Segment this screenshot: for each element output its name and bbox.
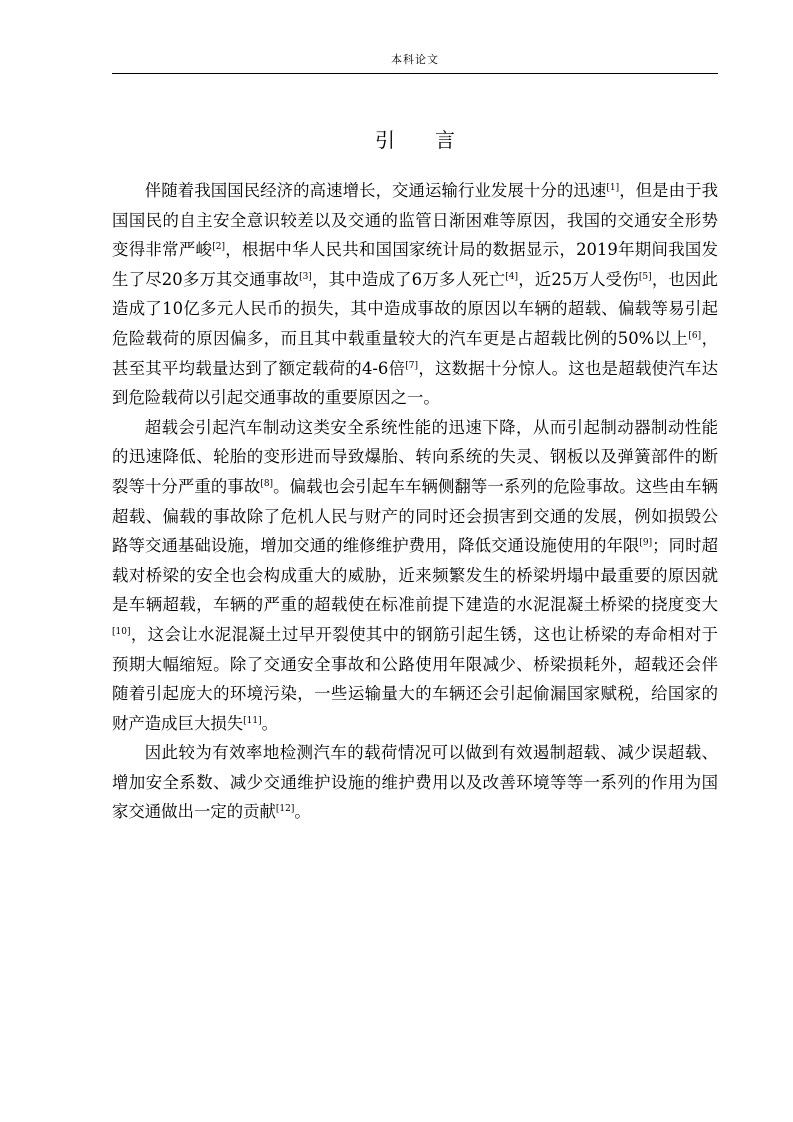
paragraph-3 bbox=[112, 738, 718, 827]
text-run: 。 bbox=[261, 713, 278, 733]
text-run: ，也因此造成了10亿多元人民币的损失，其中造成事故的原因以车辆的超载、偏载等易引起危险载荷的原因偏多，而且其中载重量较大的汽车更是占超载比例的50%以上 bbox=[112, 269, 719, 348]
citation-marker: [10] bbox=[112, 626, 131, 637]
header-rule bbox=[112, 73, 718, 74]
citation-marker: [6] bbox=[688, 330, 702, 341]
text-run: 超载会引起汽车制动这类安全系统性能的迅速下降，从而引起制动器制动性能的迅速降低、轮胎的变形进而导致爆胎、转向系统的失灵、钢板以及弹簧部件的断裂等十分严重的事故 bbox=[112, 417, 718, 496]
text-run: ，其中造成了6万多人死亡 bbox=[311, 269, 506, 289]
text-run: ，根据中华人民共和国国家统计局的数据显示，2019年期间我国发生了尽20多万其交通事故 bbox=[112, 240, 719, 289]
citation-marker: [4] bbox=[505, 271, 518, 282]
text-run: ，这会让水泥混凝土过早开裂使其中的钢筋引起生锈，这也让桥梁的寿命相对于预期大幅缩短。除了交通安全事故和公路使用年限减少、桥梁损耗外，超载还会伴随着引起庞大的环境污染，一些运输量大的车辆还会引起偷漏国家赋税，给国家的财产造成巨大损失 bbox=[112, 624, 718, 733]
citation-marker: [7] bbox=[405, 360, 419, 371]
citation-marker: [8] bbox=[260, 478, 274, 489]
section-title: 引言 bbox=[375, 128, 495, 152]
paragraph-1 bbox=[112, 176, 718, 413]
text-run: 因此较为有效率地检测汽车的载荷情况可以做到有效遏制超载、减少误超载、增加安全系数、减少交通维护设施的维护费用以及改善环境等等一系列的作用为国家交通做出一定的贡献 bbox=[112, 743, 718, 822]
text-run: ；同时超载对桥梁的安全也会构成重大的威胁，近来频繁发生的桥梁坍塌中最重要的原因就是车辆超载，车辆的严重的超载使在标准前提下建造的水泥混凝土桥梁的挠度变大 bbox=[112, 536, 719, 615]
running-header: 本科论文 bbox=[391, 53, 439, 66]
body-text bbox=[112, 176, 718, 827]
citation-marker: [5] bbox=[638, 271, 652, 282]
citation-marker: [9] bbox=[639, 538, 653, 549]
citation-marker: [1] bbox=[606, 183, 620, 193]
citation-marker: [12] bbox=[275, 804, 295, 815]
text-run: ，但是由于我国国民的自主安全意识较差以及交通的监管日渐困难等原因，我国的交通安全形势变得非常严峻 bbox=[112, 181, 719, 260]
text-run: ，近25万人受伤 bbox=[518, 269, 639, 289]
paragraph-2 bbox=[112, 413, 718, 739]
citation-marker: [3] bbox=[299, 271, 312, 282]
text-run: ，甚至其平均载量达到了额定载荷的4-6倍 bbox=[112, 328, 718, 378]
text-run: ，这数据十分惊人。这也是超载使汽车达到危险载荷以引起交通事故的重要原因之一。 bbox=[112, 358, 718, 408]
citation-marker: [2] bbox=[212, 242, 225, 253]
text-run: 伴随着我国国民经济的高速增长，交通运输行业发展十分的迅速 bbox=[144, 181, 607, 200]
citation-marker: [11] bbox=[243, 715, 262, 726]
text-run: 。 bbox=[294, 802, 311, 822]
text-run: 。偏载也会引起车车辆侧翻等一系列的危险事故。这些由车辆超载、偏载的事故除了危机人民与财产的同时还会损害到交通的发展，例如损毁公路等交通基础设施，增加交通的维修维护费用，降低交通设施使用的年限 bbox=[112, 476, 718, 556]
